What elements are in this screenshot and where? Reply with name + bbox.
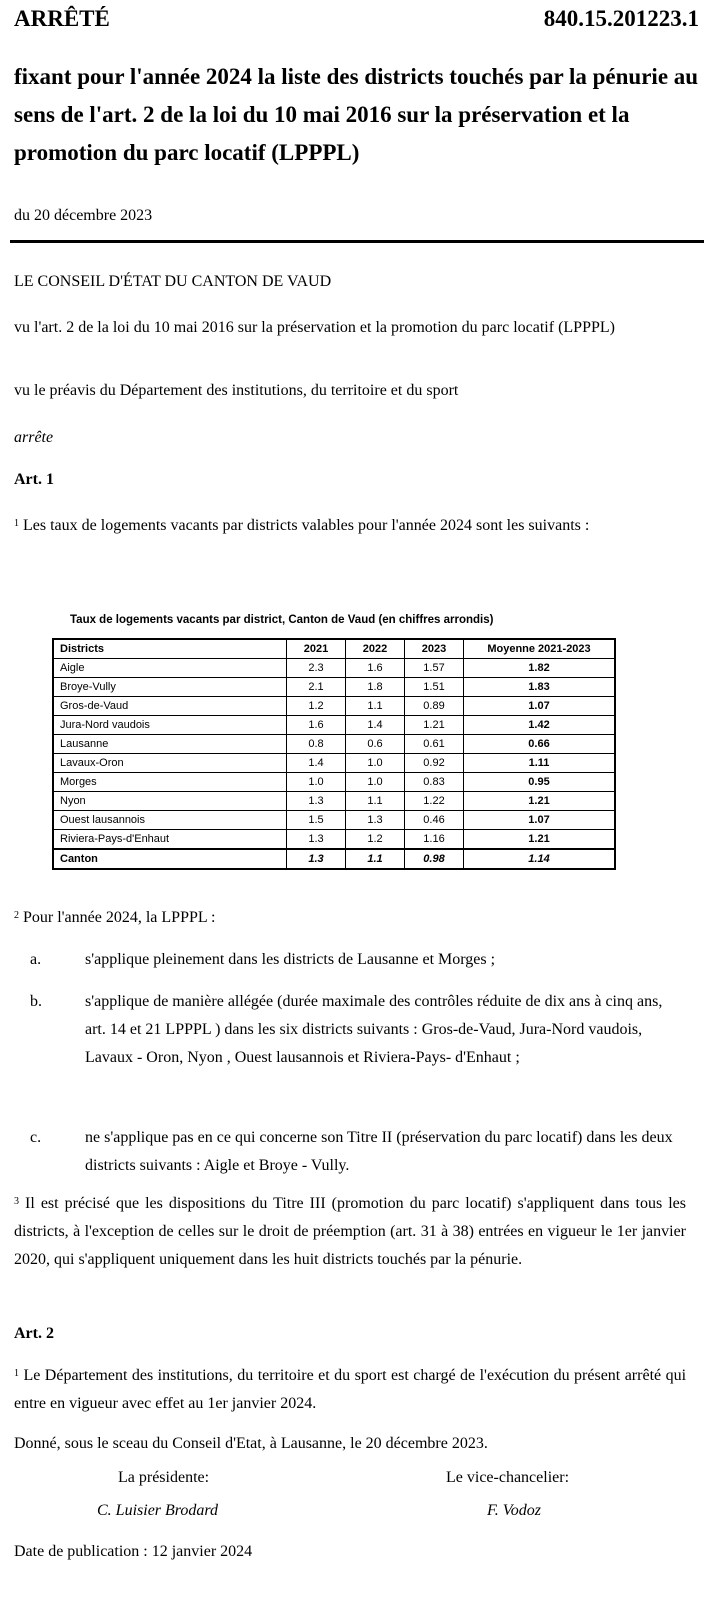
table-row <box>53 830 615 850</box>
article-2-paragraph-1 <box>14 1362 686 1418</box>
preamble-vu-law: vu l'art. 2 de la loi du 10 mai 2016 sur la préservation et la promotion du parc locatif (LPPPL) <box>14 319 615 336</box>
paragraph-text: Pour l'année 2024, la LPPPL : <box>23 909 216 926</box>
header-divider <box>10 240 704 243</box>
list-item-label: a. <box>30 951 42 968</box>
average-cell: 1.07 <box>464 697 616 716</box>
rate-cell: 1.4 <box>287 754 346 773</box>
rate-cell: 1.1 <box>346 792 405 811</box>
district-cell: Riviera-Pays-d'Enhaut <box>53 830 287 850</box>
district-cell: Morges <box>53 773 287 792</box>
column-header: 2022 <box>346 639 405 659</box>
district-cell: Canton <box>53 849 287 869</box>
rate-cell: 1.21 <box>405 716 464 735</box>
article-1-paragraph-2 <box>14 904 216 932</box>
paragraph-text: Il est précisé que les dispositions du Titre III (promotion du parc locatif) s'appliquent dans tous les districts, à l'exception de celles sur le droit de préemption (art. 31 à 38) entrées en vigueur le 1er janvier 2020, qui s'appliquent uniquement dans les huit districts touchés par la pénurie. <box>14 1195 686 1268</box>
paragraph-number: 1 <box>14 518 19 529</box>
district-cell: Ouest lausannois <box>53 811 287 830</box>
district-cell: Aigle <box>53 659 287 678</box>
publication-date: Date de publication : 12 janvier 2024 <box>14 1543 253 1560</box>
paragraph-text: Le Département des institutions, du territoire et du sport est chargé de l'exécution du présent arrêté qui entre en vigueur avec effet au 1er janvier 2024. <box>14 1367 687 1412</box>
rate-cell: 0.98 <box>405 849 464 869</box>
closing-statement: Donné, sous le sceau du Conseil d'Etat, à Lausanne, le 20 décembre 2023. <box>14 1435 488 1452</box>
rate-cell: 1.8 <box>346 678 405 697</box>
document-date: du 20 décembre 2023 <box>14 207 153 224</box>
table-row <box>53 735 615 754</box>
rate-cell: 1.0 <box>346 773 405 792</box>
table-row <box>53 773 615 792</box>
list-item-text: ne s'applique pas en ce qui concerne son Titre II (préservation du parc locatif) dans les deux districts suivants : Aigle et Broye - Vully. <box>85 1129 673 1174</box>
rate-cell: 0.92 <box>405 754 464 773</box>
document-title: fixant pour l'année 2024 la liste des districts touchés par la pénurie au sens de l'art. 2 de la loi du 10 mai 2016 sur la préservation et la promotion du parc locatif (LPPPL) <box>14 64 699 165</box>
article-1-paragraph-1 <box>14 512 686 540</box>
president-role: La présidente: <box>118 1469 210 1486</box>
district-cell: Broye-Vully <box>53 678 287 697</box>
rate-cell: 0.61 <box>405 735 464 754</box>
table-row <box>53 697 615 716</box>
rate-cell: 1.3 <box>346 811 405 830</box>
rate-cell: 1.3 <box>287 792 346 811</box>
table-caption: Taux de logements vacants par district, Canton de Vaud (en chiffres arrondis) <box>70 614 494 626</box>
rate-cell: 1.2 <box>346 830 405 850</box>
rate-cell: 1.3 <box>287 830 346 850</box>
rate-cell: 2.3 <box>287 659 346 678</box>
table-row <box>53 716 615 735</box>
column-header: Moyenne 2021-2023 <box>464 639 616 659</box>
table-row <box>53 811 615 830</box>
average-cell: 1.11 <box>464 754 616 773</box>
vacancy-rates-table <box>52 638 616 870</box>
vice-chancellor-signature: F. Vodoz <box>487 1502 541 1519</box>
average-cell: 0.95 <box>464 773 616 792</box>
paragraph-text: Les taux de logements vacants par districts valables pour l'année 2024 sont les suivants : <box>23 517 590 534</box>
district-cell: Gros-de-Vaud <box>53 697 287 716</box>
column-header: 2023 <box>405 639 464 659</box>
document-type: ARRÊTÉ <box>14 6 110 31</box>
paragraph-number: 1 <box>14 1368 19 1379</box>
rate-cell: 1.1 <box>346 849 405 869</box>
article-2-heading: Art. 2 <box>14 1325 54 1342</box>
list-item-label: c. <box>30 1129 42 1146</box>
table-total-row <box>53 849 615 869</box>
rate-cell: 1.1 <box>346 697 405 716</box>
paragraph-number: 3 <box>14 1196 19 1207</box>
preamble-vu-preavis: vu le préavis du Département des institutions, du territoire et du sport <box>14 382 459 399</box>
table-row <box>53 678 615 697</box>
rate-cell: 0.8 <box>287 735 346 754</box>
rate-cell: 1.3 <box>287 849 346 869</box>
district-cell: Lavaux-Oron <box>53 754 287 773</box>
rate-cell: 1.16 <box>405 830 464 850</box>
rate-cell: 0.83 <box>405 773 464 792</box>
vice-chancellor-role: Le vice-chancelier: <box>446 1469 570 1486</box>
document-number: 840.15.201223.1 <box>543 6 699 31</box>
rate-cell: 0.46 <box>405 811 464 830</box>
rate-cell: 2.1 <box>287 678 346 697</box>
decree-verb: arrête <box>14 429 54 446</box>
article-1-paragraph-3 <box>14 1190 686 1274</box>
paragraph-number: 2 <box>14 910 19 921</box>
article-1-heading: Art. 1 <box>14 471 54 488</box>
table-header-row <box>53 639 615 659</box>
average-cell: 1.82 <box>464 659 616 678</box>
rate-cell: 1.4 <box>346 716 405 735</box>
president-signature: C. Luisier Brodard <box>97 1502 219 1519</box>
table-row <box>53 659 615 678</box>
rate-cell: 1.6 <box>287 716 346 735</box>
average-cell: 1.42 <box>464 716 616 735</box>
list-item-label: b. <box>30 993 42 1010</box>
district-cell: Jura-Nord vaudois <box>53 716 287 735</box>
district-cell: Nyon <box>53 792 287 811</box>
average-cell: 0.66 <box>464 735 616 754</box>
average-cell: 1.21 <box>464 792 616 811</box>
table-row <box>53 754 615 773</box>
average-cell: 1.21 <box>464 830 616 850</box>
list-item-text: s'applique de manière allégée (durée maximale des contrôles réduite de dix ans à cinq ans, art. 14 et 21 LPPPL ) dans les six districts suivants : Gros-de-Vaud, Jura-Nord vaudois, Lavaux - Oron, Nyon , Ouest lausannois et Riviera-Pays- d'Enhaut ; <box>85 993 663 1066</box>
list-item-text: s'applique pleinement dans les districts de Lausanne et Morges ; <box>85 951 496 968</box>
average-cell: 1.07 <box>464 811 616 830</box>
rate-cell: 1.57 <box>405 659 464 678</box>
rate-cell: 1.2 <box>287 697 346 716</box>
rate-cell: 1.6 <box>346 659 405 678</box>
rate-cell: 0.89 <box>405 697 464 716</box>
column-header: 2021 <box>287 639 346 659</box>
district-cell: Lausanne <box>53 735 287 754</box>
column-header: Districts <box>53 639 287 659</box>
rate-cell: 1.5 <box>287 811 346 830</box>
average-cell: 1.83 <box>464 678 616 697</box>
average-cell: 1.14 <box>464 849 616 869</box>
table-row <box>53 792 615 811</box>
issuing-authority: LE CONSEIL D'ÉTAT DU CANTON DE VAUD <box>14 273 332 290</box>
rate-cell: 1.0 <box>346 754 405 773</box>
rate-cell: 0.6 <box>346 735 405 754</box>
rate-cell: 1.51 <box>405 678 464 697</box>
rate-cell: 1.0 <box>287 773 346 792</box>
rate-cell: 1.22 <box>405 792 464 811</box>
